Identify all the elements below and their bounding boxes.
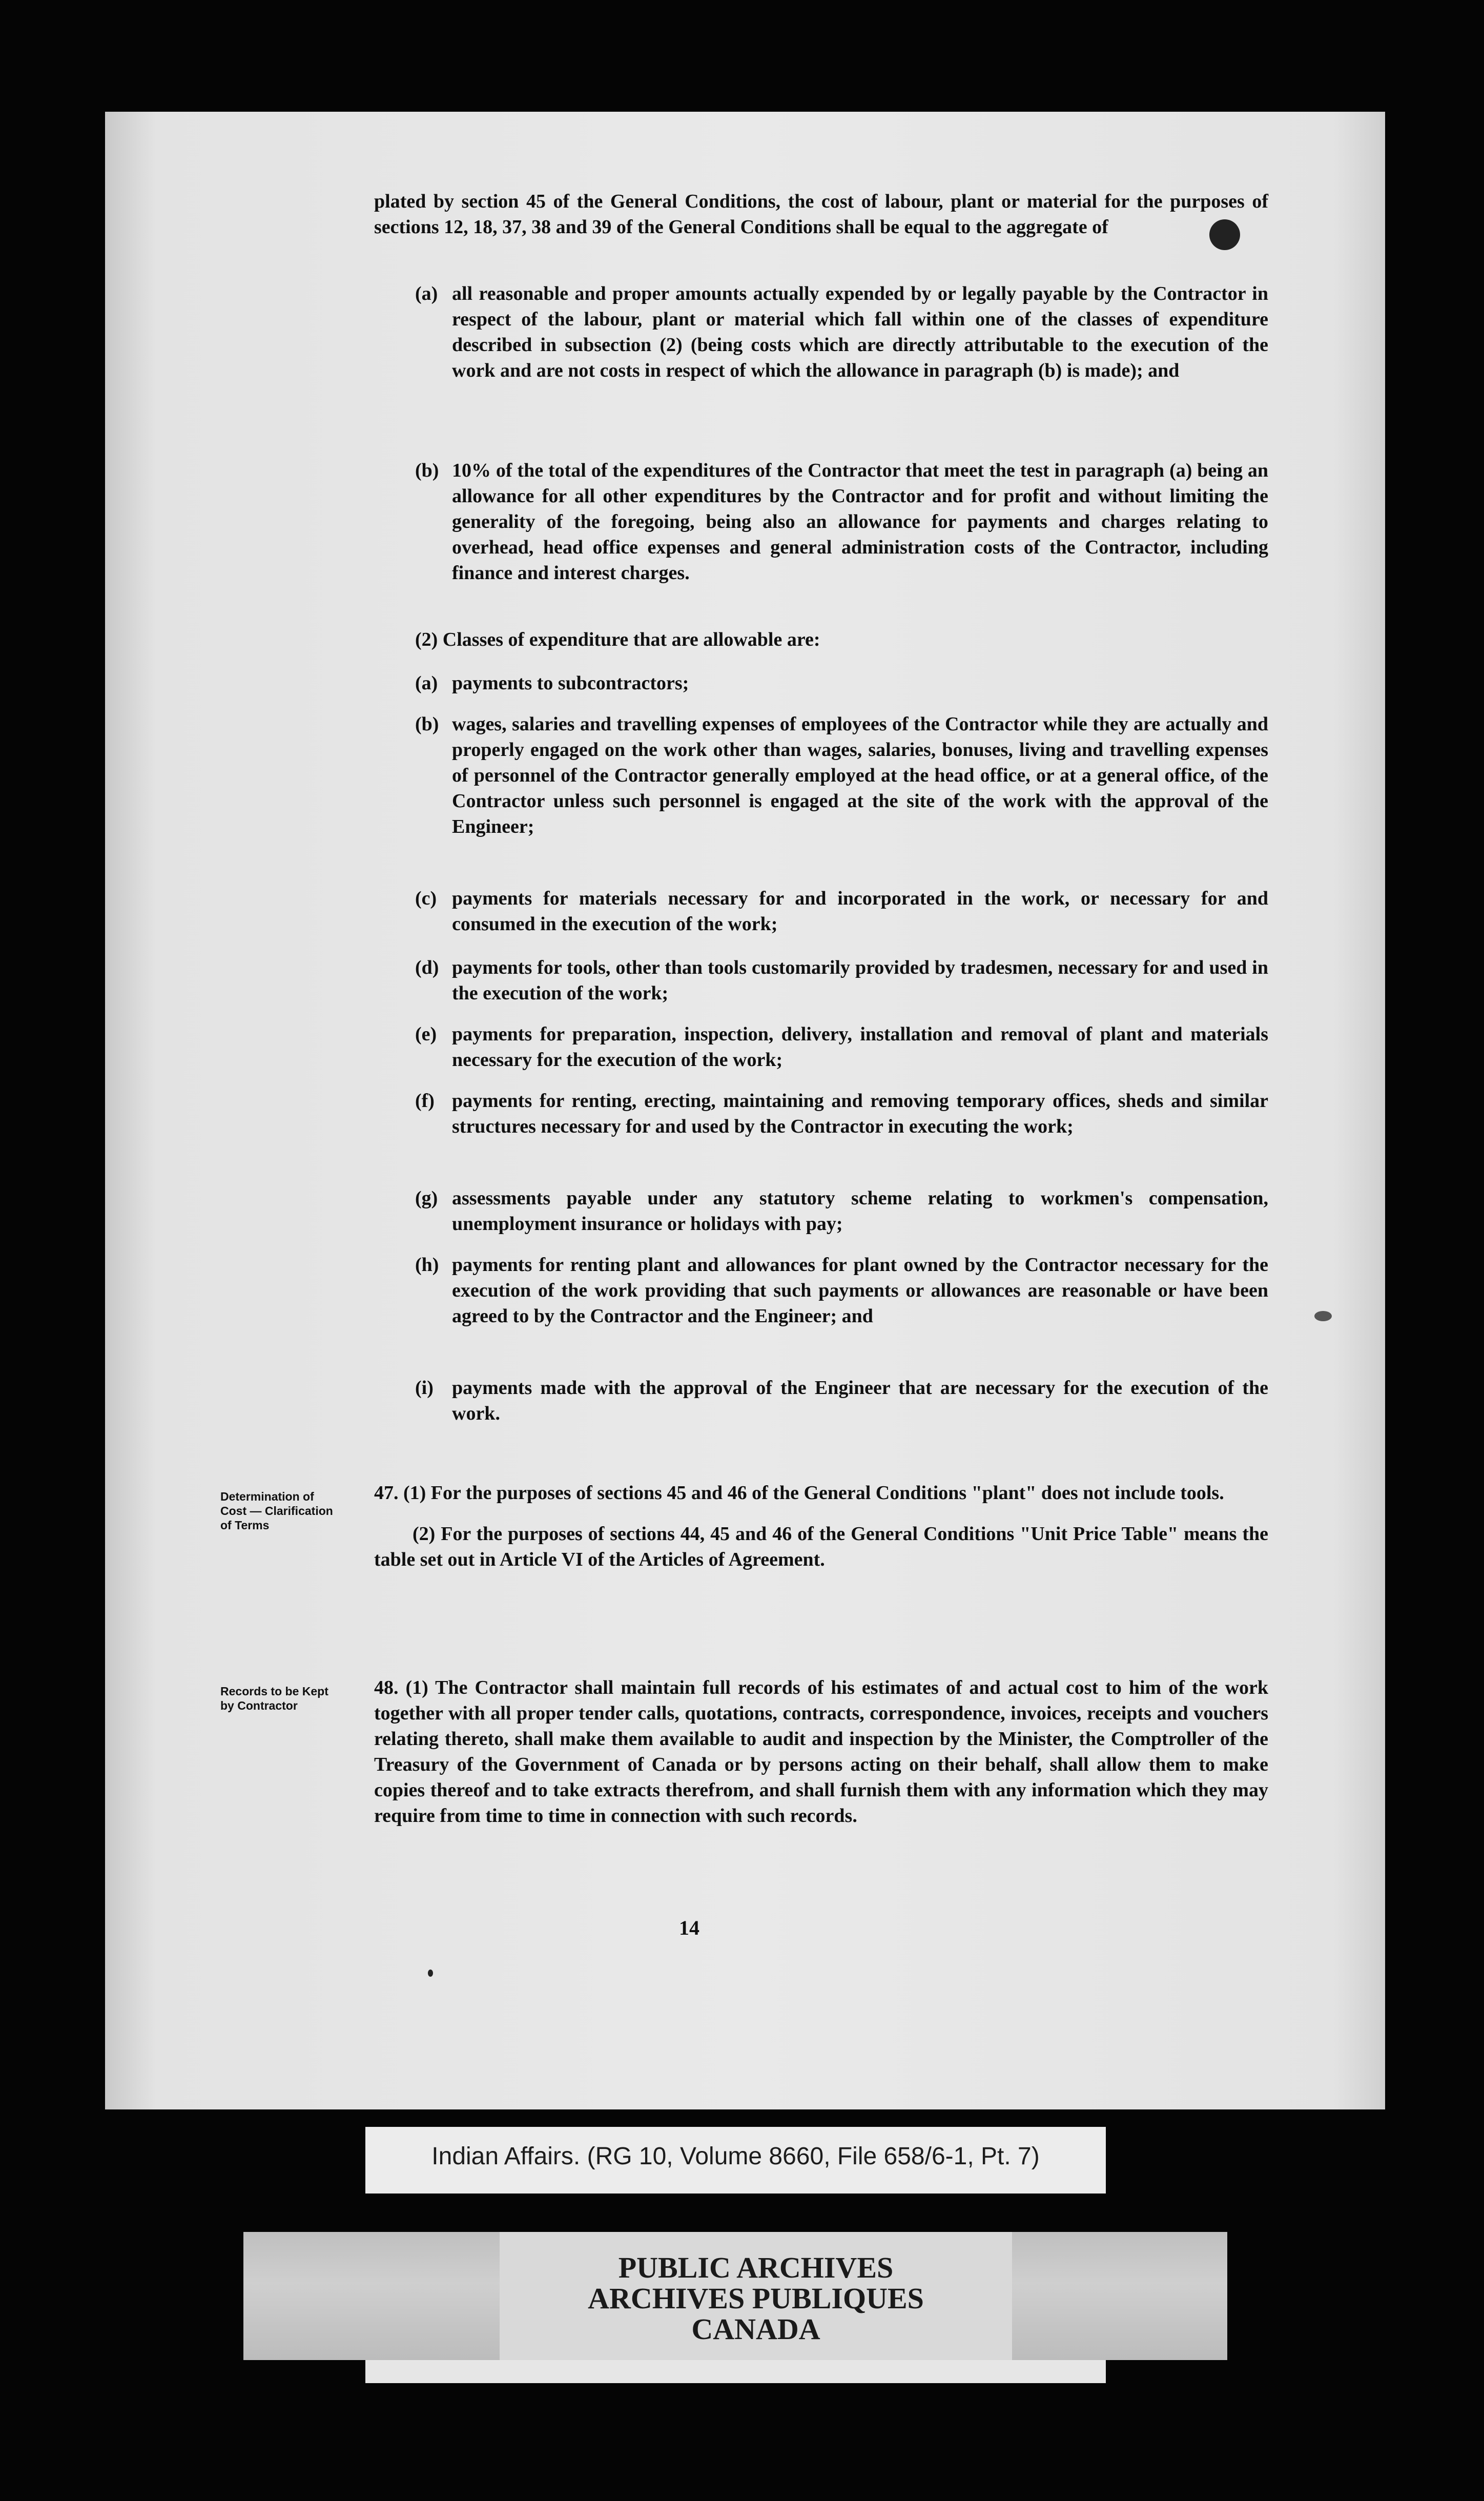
classes-heading-text: (2) Classes of expenditure that are allowable are: [415, 629, 820, 650]
intro-text: plated by section 45 of the General Conditions, the cost of labour, plant or material for the purposes of sections 12, 18, 37, 38 and 39 of the General Conditions shall be equal to the aggregate of [374, 191, 1268, 238]
section-48-p1: 48. (1) The Contractor shall maintain full records of his estimates of and actual cost to him of the work together with all proper tender calls, quotations, contracts, correspondence, invoices, receipts and vouchers relating thereto, shall make them available to audit and inspection by the Minister, the Comptroller of the Treasury of the Government of Canada or by persons acting on their behalf, shall allow them to make copies thereof and to take extracts therefrom, and shall furnish them with any information which they may require from time to time in connection with such records. [374, 1677, 1268, 1827]
item-label: (b) [415, 713, 439, 735]
item-label: (a) [415, 283, 438, 304]
archive-reference-label [365, 2127, 1106, 2194]
page-number: 14 [679, 1916, 699, 1939]
hole-punch-mark [1209, 219, 1240, 250]
item-text: payments to subcontractors; [452, 672, 689, 694]
section-48 [374, 1675, 1268, 1829]
section-47-p2: (2) For the purposes of sections 44, 45 and 46 of the General Conditions "Unit Price Table" means the table set out in Article VI of the Articles of Agreement. [374, 1523, 1268, 1570]
archive-line-1: PUBLIC ARCHIVES [618, 2251, 894, 2284]
item-text: payments made with the approval of the Engineer that are necessary for the execution of the work. [452, 1377, 1268, 1424]
item-text: assessments payable under any statutory scheme relating to workmen's compensation, unemployment insurance or holidays with pay; [452, 1187, 1268, 1235]
list-item [415, 1252, 1268, 1329]
intro-paragraph [374, 189, 1268, 240]
archive-line-2: ARCHIVES PUBLIQUES [588, 2282, 924, 2315]
section-47 [374, 1480, 1268, 1572]
margin-note-records: Records to be Kept by Contractor [220, 1685, 328, 1712]
dust-mark [428, 1970, 433, 1977]
archive-label-base [365, 2360, 1106, 2383]
item-text: payments for renting plant and allowances for plant owned by the Contractor necessary for the execution of the work providing that such payments or allowances are reasonable or have been agreed to by the Contractor and the Engineer; and [452, 1254, 1268, 1327]
list-item [415, 281, 1268, 383]
list-item [415, 670, 1268, 696]
archive-line-3: CANADA [691, 2312, 820, 2346]
item-label: (b) [415, 460, 439, 481]
item-text: wages, salaries and travelling expenses of employees of the Contractor while they are actually and properly engaged on the work other than wages, salaries, bonuses, living and travelling expenses of personnel of the Contractor generally employed at the head office, or at a general office, of the Contractor unless such personnel is engaged at the site of the work with the approval of the Engineer; [452, 713, 1268, 837]
item-label: (e) [415, 1023, 437, 1045]
item-text: payments for tools, other than tools customarily provided by tradesmen, necessary for and used in the execution of the work; [452, 957, 1268, 1004]
list-item [415, 1185, 1268, 1237]
archive-stamp [243, 2232, 1227, 2360]
item-text: 10% of the total of the expenditures of the Contractor that meet the test in paragraph (a) being an allowance for all other expenditures by the Contractor and for profit and without limiting the generality of the foregoing, being also an allowance for payments and charges relating to overhead, head office expenses and general administration costs of the Contractor, including finance and interest charges. [452, 460, 1268, 584]
list-item [415, 458, 1268, 586]
document-page [105, 112, 1385, 2109]
item-text: payments for preparation, inspection, delivery, installation and removal of plant and materials necessary for the execution of the work; [452, 1023, 1268, 1071]
archive-stamp-inner [500, 2232, 1012, 2360]
classes-heading [415, 627, 1268, 652]
item-text: payments for materials necessary for and incorporated in the work, or necessary for and consumed in the execution of the work; [452, 888, 1268, 935]
item-label: (g) [415, 1187, 438, 1209]
section-47-p1: 47. (1) For the purposes of sections 45 and 46 of the General Conditions "plant" does not include tools. [374, 1482, 1224, 1504]
item-label: (d) [415, 957, 439, 978]
item-label: (h) [415, 1254, 439, 1276]
item-label: (a) [415, 672, 438, 694]
list-item [415, 955, 1268, 1006]
item-label: (c) [415, 888, 437, 909]
margin-note-determination: Determination of Cost — Clarification of Terms [220, 1490, 333, 1532]
list-item [415, 1021, 1268, 1073]
list-item [415, 1375, 1268, 1426]
list-item [415, 1088, 1268, 1139]
smudge-mark [1314, 1311, 1332, 1321]
item-text: all reasonable and proper amounts actually expended by or legally payable by the Contractor in respect of the labour, plant or material which fall within one of the classes of expenditure described in subsection (2) (being costs which are directly attributable to the execution of the work and are not costs in respect of which the allowance in paragraph (b) is made); and [452, 283, 1268, 381]
archive-reference-text: Indian Affairs. (RG 10, Volume 8660, File 658/6-1, Pt. 7) [431, 2143, 1040, 2170]
list-item [415, 711, 1268, 839]
item-label: (i) [415, 1377, 434, 1399]
item-text: payments for renting, erecting, maintaining and removing temporary offices, sheds and similar structures necessary for and used by the Contractor in executing the work; [452, 1090, 1268, 1137]
item-label: (f) [415, 1090, 435, 1112]
list-item [415, 886, 1268, 937]
